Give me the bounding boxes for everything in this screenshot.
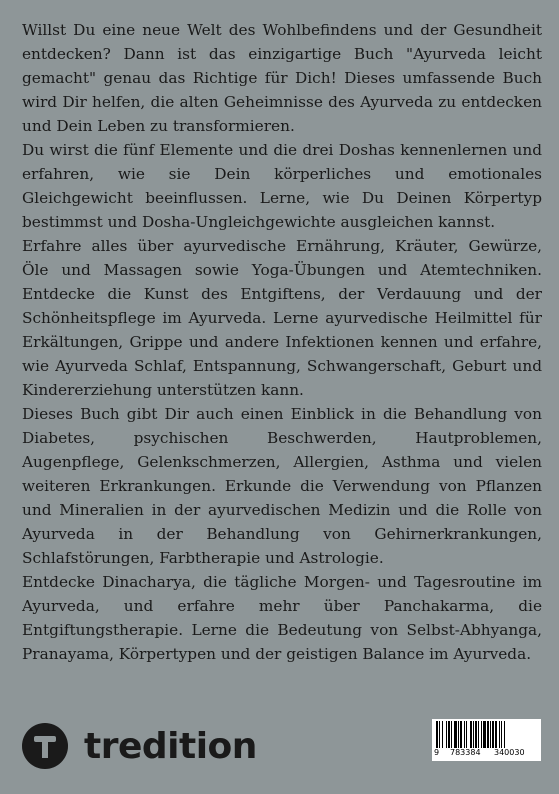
publisher-logo	[22, 720, 257, 772]
barcode-icon	[436, 721, 537, 748]
paragraph: Entdecke Dinacharya, die tägliche Morgen- und Tagesroutine im Ayurveda, und erfahre mehr über Panchakarma, die Entgiftungstherapie. Lerne die Bedeutung von Selbst-Abhyanga, Pranayama, Körpertypen und der geistigen Balance im Ayurveda.	[22, 573, 542, 663]
publisher-name: tredition	[84, 725, 257, 767]
back-cover-description	[22, 18, 542, 666]
paragraph: Du wirst die fünf Elemente und die drei Doshas kennenlernen und erfahren, wie sie Dein körperliches und emotionales Gleichgewicht beeinflussen. Lerne, wie Du Deinen Körpertyp bestimmst und Dosha-Ungleichgewichte ausgleichen kannst.	[22, 141, 542, 231]
barcode-digit-prefix: 9	[434, 748, 440, 757]
tredition-t-icon	[22, 723, 68, 769]
paragraph: Erfahre alles über ayurvedische Ernährung, Kräuter, Gewürze, Öle und Massagen sowie Yoga-Übungen und Atemtechniken. Entdecke die Kunst des Entgiftens, der Verdauung und der Schönheitspflege im Ayurveda. Lerne ayurvedische Heilmittel für Erkältungen, Grippe und andere Infektionen kennen und erfahre, wie Ayurveda Schlaf, Entspannung, Schwangerschaft, Geburt und Kindererziehung unterstützen kann.	[22, 237, 542, 399]
barcode-digits-right: 340030	[494, 748, 525, 757]
isbn-barcode	[432, 719, 541, 761]
paragraph: Willst Du eine neue Welt des Wohlbefindens und der Gesundheit entdecken? Dann ist das einzigartige Buch "Ayurveda leicht gemacht" genau das Richtige für Dich! Dieses umfassende Buch wird Dir helfen, die alten Geheimnisse des Ayurveda zu entdecken und Dein Leben zu transformieren.	[22, 21, 542, 135]
barcode-digits-left: 783384	[450, 748, 481, 757]
paragraph: Dieses Buch gibt Dir auch einen Einblick in die Behandlung von Diabetes, psychischen Beschwerden, Hautproblemen, Augenpflege, Gelenkschmerzen, Allergien, Asthma und vielen weiteren Erkrankungen. Erkunde die Verwendung von Pflanzen und Mineralien in der ayurvedischen Medizin und die Rolle von Ayurveda in der Behandlung von Gehirnerkrankungen, Schlafstörungen, Farbtherapie und Astrologie.	[22, 405, 542, 567]
